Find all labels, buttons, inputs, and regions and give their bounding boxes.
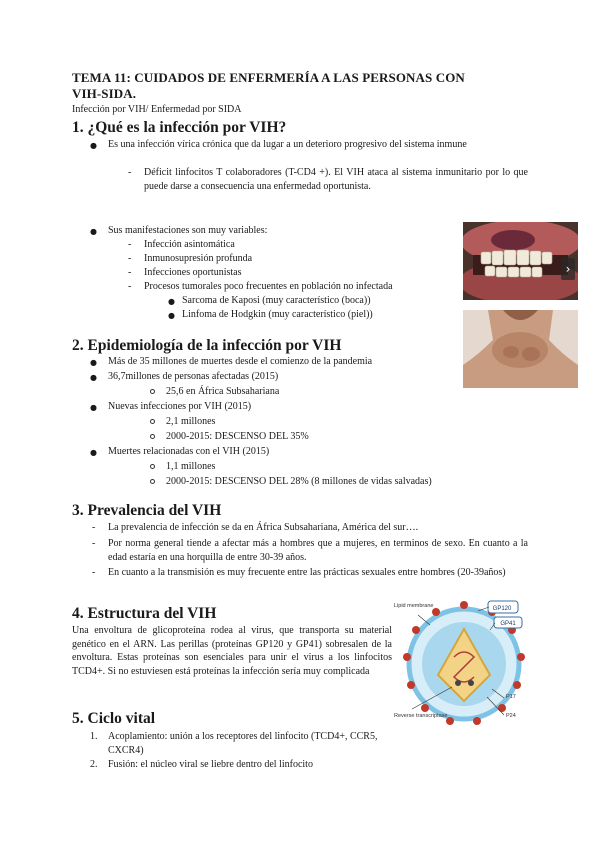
label-lipid-membrane: Lipid membrane bbox=[394, 603, 434, 609]
bullet-icon: ● bbox=[90, 358, 97, 367]
neck-illustration bbox=[463, 310, 578, 388]
document-subtitle: Infección por VIH/ Enfermedad por SIDA bbox=[72, 104, 242, 115]
s3-item: La prevalencia de infección se da en África Subsahariana, América del sur…. bbox=[108, 522, 419, 533]
kaposi-mouth-photo bbox=[463, 222, 578, 300]
bullet-icon: ● bbox=[90, 227, 97, 236]
section-5-heading: 5. Ciclo vital bbox=[72, 710, 156, 727]
s1-list-item: Procesos tumorales poco frecuentes en población no infectada bbox=[144, 281, 393, 292]
s1-bullet-2: Sus manifestaciones son muy variables: bbox=[108, 225, 268, 236]
s2-subitem: 25,6 en África Subsahariana bbox=[166, 386, 280, 397]
number-1: 1. bbox=[90, 731, 98, 742]
circle-bullet-icon bbox=[150, 419, 155, 424]
label-reverse-transcriptase: Reverse transcriptase bbox=[394, 713, 448, 719]
label-gp41: GP41 bbox=[500, 621, 516, 627]
s1-bullet-1-sub: Déficit linfocitos T colaboradores (T-CD4 +). El VIH ataca al sistema inmunitario por lo que puede darse a consecuencia una enfermedad oportunista. bbox=[144, 167, 528, 192]
s2-item: Nuevas infecciones por VIH (2015) bbox=[108, 401, 252, 412]
dash-icon: - bbox=[92, 538, 96, 549]
dash-icon: - bbox=[128, 267, 132, 278]
bullet-icon: ● bbox=[90, 448, 97, 457]
s2-item: Muertes relacionadas con el VIH (2015) bbox=[108, 446, 270, 457]
document-title: TEMA 11: CUIDADOS DE ENFERMERÍA A LAS PERSONAS CON VIH-SIDA. bbox=[72, 70, 465, 101]
s2-subitem: 2,1 millones bbox=[166, 416, 216, 427]
circle-bullet-icon bbox=[150, 389, 155, 394]
number-2: 2. bbox=[90, 759, 98, 770]
s3-item: Por norma general tiende a afectar más a hombres que a mujeres, en terminos de sexo. En cuanto a la edad estaría en una horquilla de entre 30-39 años. bbox=[108, 538, 528, 563]
s5-item: Fusión: el núcleo viral se liebre dentro del linfocito bbox=[108, 759, 313, 770]
circle-bullet-icon bbox=[150, 434, 155, 439]
dash-icon: - bbox=[128, 281, 132, 292]
circle-bullet-icon bbox=[150, 464, 155, 469]
s3-item: En cuanto a la transmisión es muy frecuente entre las prácticas sexuales entre hombres (20-39años) bbox=[108, 567, 506, 578]
s1-list-item: Infecciones oportunistas bbox=[144, 267, 242, 278]
label-p24: P24 bbox=[506, 713, 516, 719]
dash-icon: - bbox=[128, 167, 132, 178]
hiv-structure-diagram bbox=[392, 597, 530, 727]
s2-subitem: 2000-2015: DESCENSO DEL 28% (8 millones de vidas salvadas) bbox=[166, 476, 432, 487]
label-p17: P17 bbox=[506, 694, 516, 700]
section-3-heading: 3. Prevalencia del VIH bbox=[72, 502, 222, 519]
s4-paragraph: Una envoltura de glicoproteína rodea al virus, que transporta su material genético en el ARN. Las perillas (proteínas GP120 y GP41) sobresalen de la envoltura. Estas proteínas son esenciales para unir el virus a los linfocitos TCD4+. Si no estuviesen está proteínas la infección sería muy complicada bbox=[72, 625, 392, 677]
s5-item: Acoplamiento: unión a los receptores del linfocito (TCD4+, CCR5, CXCR4) bbox=[108, 731, 378, 756]
bullet-icon: ● bbox=[90, 403, 97, 412]
s1-list-item: Infección asintomática bbox=[144, 239, 235, 250]
s1-tumor-item: Linfoma de Hodgkin (muy característico (piel)) bbox=[182, 309, 373, 320]
section-2-heading: 2. Epidemiología de la infección por VIH bbox=[72, 337, 342, 354]
dash-icon: - bbox=[92, 567, 96, 578]
bullet-icon: ● bbox=[90, 141, 97, 150]
dash-icon: - bbox=[128, 253, 132, 264]
hiv-virus-illustration bbox=[392, 597, 530, 727]
section-1-heading: 1. ¿Qué es la infección por VIH? bbox=[72, 119, 287, 136]
s2-subitem: 2000-2015: DESCENSO DEL 35% bbox=[166, 431, 309, 442]
dash-icon: - bbox=[92, 522, 96, 533]
s1-bullet-1: Es una infección vírica crónica que da lugar a un deterioro progresivo del sistema inmune bbox=[108, 139, 467, 150]
s1-list-item: Inmunosupresión profunda bbox=[144, 253, 253, 264]
s2-subitem: 1,1 millones bbox=[166, 461, 216, 472]
s2-item: Más de 35 millones de muertes desde el comienzo de la pandemia bbox=[108, 356, 373, 367]
s1-tumor-item: Sarcoma de Kaposi (muy característico (boca)) bbox=[182, 295, 371, 306]
s2-item: 36,7millones de personas afectadas (2015) bbox=[108, 371, 279, 382]
circle-bullet-icon bbox=[150, 479, 155, 484]
section-4-heading: 4. Estructura del VIH bbox=[72, 605, 217, 622]
hodgkin-neck-photo bbox=[463, 310, 578, 388]
bullet-icon: ● bbox=[168, 311, 175, 320]
dash-icon: - bbox=[128, 239, 132, 250]
bullet-icon: ● bbox=[168, 297, 175, 306]
bullet-icon: ● bbox=[90, 373, 97, 382]
next-image-button[interactable]: › bbox=[561, 258, 575, 280]
label-gp120: GP120 bbox=[492, 606, 512, 612]
